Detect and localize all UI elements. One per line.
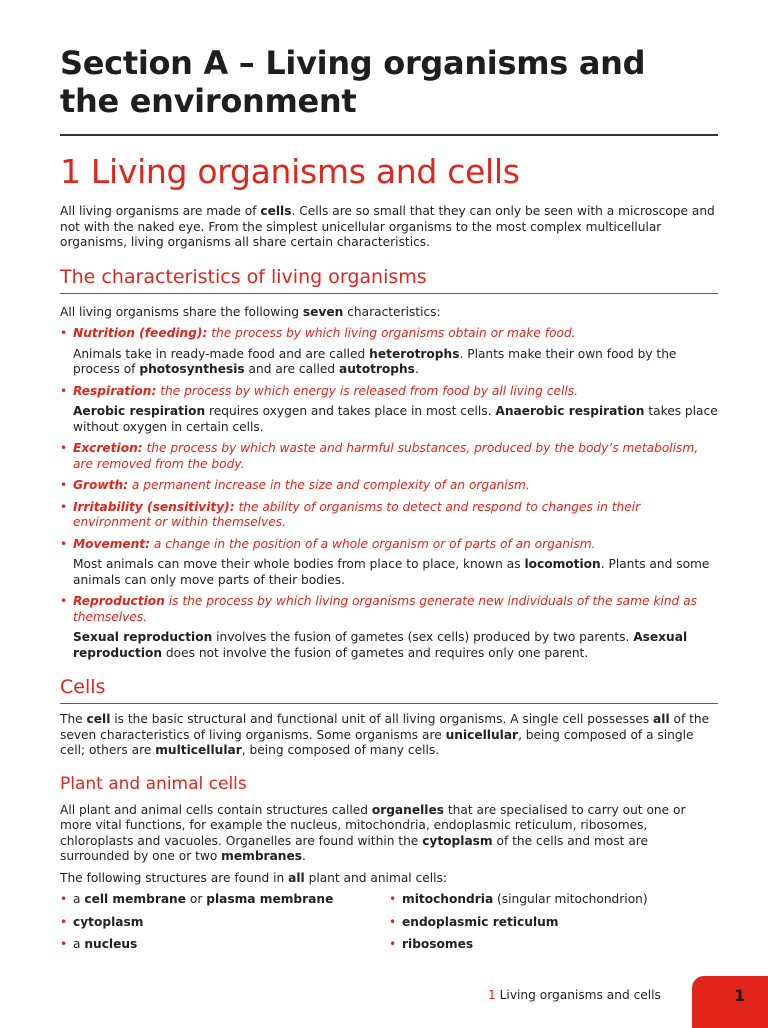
structures-list [60, 892, 718, 960]
characteristic-term: Irritability (sensitivity): [73, 499, 235, 514]
bold-term: nucleus [84, 937, 138, 951]
bold-term: multicellular [155, 743, 242, 757]
bullet: • [60, 441, 68, 455]
section-title-line1: Section A – Living organisms and [60, 44, 646, 82]
text-run: The following structures are found in [60, 870, 289, 885]
section-title [60, 44, 718, 120]
structures-right-column [389, 892, 718, 960]
structures-lead [60, 871, 718, 887]
characteristic-definition [60, 594, 718, 625]
characteristic-definition [60, 384, 718, 400]
bold-term: Aerobic respiration [73, 404, 206, 418]
heading-characteristics: The characteristics of living organisms [60, 265, 427, 288]
bold-term: cell [86, 712, 111, 726]
text-run: . [414, 362, 419, 376]
page-number-tab [692, 976, 768, 1028]
bold-term: cytoplasm [73, 914, 144, 929]
intro-paragraph [60, 204, 718, 251]
text-run: All plant and animal cells contain structures called [60, 802, 372, 817]
bold-term: locomotion [524, 557, 601, 571]
text-run: of the cells and most are surrounded by one or two [60, 833, 649, 863]
text-run: characteristics: [343, 304, 441, 319]
text-run: requires oxygen and takes place in most cells. [205, 404, 496, 418]
bold-term: autotrophs [338, 362, 415, 376]
bold-term: membranes [221, 849, 302, 863]
characteristic-definition-text: the process by which living organisms obtain or make food. [207, 326, 576, 340]
bullet: • [60, 594, 68, 608]
characteristic-explanation [60, 347, 718, 378]
bold-term: seven [302, 304, 344, 319]
characteristic-term: Movement: [73, 536, 151, 551]
characteristics-lead [60, 305, 718, 321]
heading-underline [60, 703, 718, 704]
heading-underline [60, 293, 718, 294]
text-run: involves the fusion of gametes (sex cells) produced by two parents. [212, 630, 634, 644]
bold-term: cell membrane [84, 892, 186, 906]
text-run: of the seven characteristics of living organisms. Some organisms are [60, 712, 710, 742]
running-footer [488, 988, 661, 1003]
characteristic-definition-text: the ability of organisms to detect and respond to changes in their environment or within themselves. [73, 499, 641, 529]
bullet: • [60, 326, 68, 340]
section-divider [60, 134, 718, 136]
characteristic-definition-text: a change in the position of a whole organism or of parts of an organism. [150, 536, 596, 551]
text-run: does not involve the fusion of gametes and requires only one parent. [162, 645, 589, 660]
heading-plant-animal-cells: Plant and animal cells [60, 773, 247, 794]
text-run: takes place without oxygen in certain cells. [73, 404, 718, 434]
bullet: • [60, 536, 68, 551]
text-run: The [60, 712, 87, 726]
bold-term: cells [260, 204, 292, 218]
characteristic-definition-text: a permanent increase in the size and complexity of an organism. [128, 478, 530, 492]
characteristic-definition-text: the process by which waste and harmful substances, produced by the body’s metabolism, are removed from the body. [73, 441, 699, 471]
cells-paragraph [60, 712, 718, 759]
bullet: • [60, 383, 68, 398]
bold-term: unicellular [445, 727, 519, 742]
text-run: or [186, 892, 207, 906]
heading-cells: Cells [60, 676, 106, 698]
bold-term: mitochondria [402, 892, 494, 906]
structure-item [389, 892, 718, 908]
bullet: • [60, 892, 68, 906]
bold-term: cytoplasm [422, 833, 493, 848]
bullet: • [389, 914, 397, 929]
text-run: Most animals can move their whole bodies from place to place, known as [73, 557, 525, 571]
characteristic-definition [60, 537, 718, 553]
text-run: . Cells are so small that they can only be seen with a microscope and not with the naked eye. From the simplest unicellular organisms to the most complex multicellular organisms, living organisms all share certain characteristics. [60, 204, 715, 249]
text-run: , being composed of a single cell; others are [60, 727, 694, 757]
page-content [60, 44, 718, 960]
text-run: . [302, 849, 306, 863]
bold-term: heterotrophs [369, 346, 460, 361]
organelles-paragraph [60, 803, 718, 865]
bullet: • [60, 914, 68, 929]
characteristic-definition [60, 500, 718, 531]
structure-item [389, 937, 718, 953]
structure-item [60, 892, 389, 908]
characteristic-term: Reproduction [73, 594, 165, 608]
structures-left-column [60, 892, 389, 960]
characteristic-definition-text: is the process by which living organisms generate new individuals of the same kind as themselves. [73, 594, 697, 624]
characteristic-explanation [60, 557, 718, 588]
bold-term: Sexual reproduction [73, 630, 213, 644]
section-title-line2: the environment [60, 82, 357, 120]
page-number: 1 [734, 986, 746, 1005]
text-run: (singular mitochondrion) [493, 892, 648, 906]
bold-term: plasma membrane [206, 892, 334, 906]
text-run: All living organisms are made of [60, 204, 261, 218]
characteristic-term: Growth: [73, 478, 129, 492]
characteristic-explanation [60, 404, 718, 435]
structure-item [60, 915, 389, 931]
characteristic-term: Excretion: [73, 441, 143, 455]
bold-term: all [653, 712, 670, 726]
bold-term: Asexual reproduction [73, 630, 688, 660]
bold-term: organelles [371, 802, 444, 817]
text-run: . Plants make their own food by the process of [73, 346, 677, 376]
bold-term: photosynthesis [139, 362, 245, 376]
text-run: a [73, 892, 85, 906]
chapter-title: 1 Living organisms and cells [60, 152, 520, 191]
characteristic-definition-text: the process by which energy is released from food by all living cells. [156, 383, 578, 398]
footer-chapter-title: Living organisms and cells [495, 988, 661, 1002]
characteristic-definition [60, 326, 718, 342]
bullet: • [60, 937, 68, 951]
structure-item [60, 937, 389, 953]
footer-chapter-number: 1 [488, 988, 496, 1002]
text-run: All living organisms share the following [60, 304, 303, 319]
characteristic-term: Respiration: [73, 383, 157, 398]
text-run: . Plants and some animals can only move parts of their bodies. [73, 557, 710, 587]
bold-term: all [288, 870, 305, 885]
text-run: is the basic structural and functional unit of all living organisms. A single cell possesses [110, 712, 654, 726]
bold-term: endoplasmic reticulum [402, 914, 559, 929]
text-run: Animals take in ready-made food and are called [73, 346, 370, 361]
bullet: • [389, 937, 397, 951]
text-run: a [73, 937, 85, 951]
text-run: plant and animal cells: [304, 870, 447, 885]
text-run: and are called [244, 362, 339, 376]
bullet: • [60, 499, 68, 514]
bullet: • [60, 478, 68, 492]
bullet: • [389, 892, 397, 906]
text-run: that are specialised to carry out one or more vital functions, for example the nucleus, mitochondria, endoplasmic reticulum, ribosomes, chloroplasts and vacuoles. Organelles are found within the [60, 802, 686, 848]
bold-term: ribosomes [402, 937, 474, 951]
characteristic-term: Nutrition (feeding): [73, 326, 208, 340]
characteristic-explanation [60, 630, 718, 661]
structure-item [389, 915, 718, 931]
characteristics-list [60, 326, 718, 661]
characteristic-definition [60, 478, 718, 494]
characteristic-definition [60, 441, 718, 472]
text-run: , being composed of many cells. [241, 743, 440, 757]
bold-term: Anaerobic respiration [495, 404, 645, 418]
